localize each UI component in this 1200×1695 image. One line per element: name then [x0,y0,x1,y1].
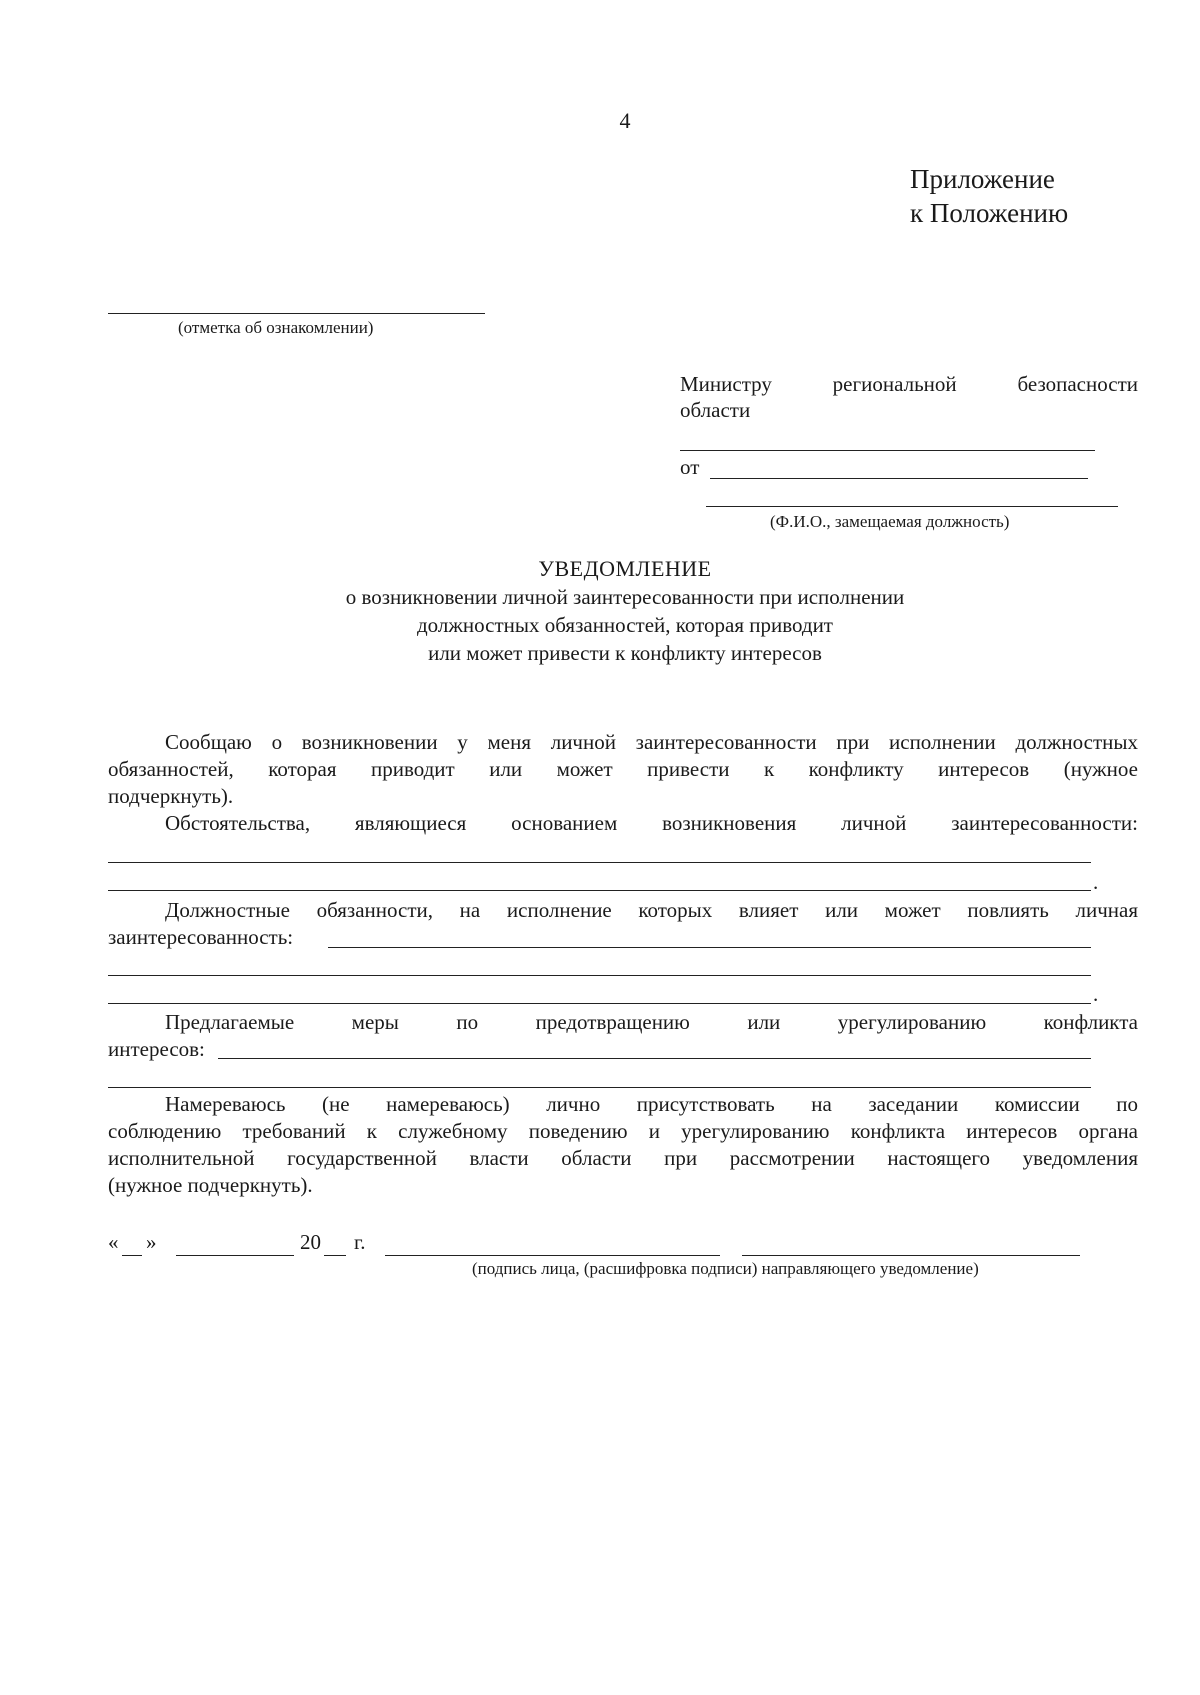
signature-line [385,1255,720,1256]
acknowledgement-caption: (отметка об ознакомлении) [178,318,374,337]
paragraph-5-line-1: Намереваюсь (не намереваюсь) лично присутствовать на заседании комиссии по [165,1092,1138,1116]
addressee-from-line [710,478,1088,479]
addressee-caption: (Ф.И.О., замещаемая должность) [770,512,1010,531]
paragraph-2-line-1: Обстоятельства, являющиеся основанием возникновения личной заинтересованности: [165,811,1138,835]
addressee-line-1: Министру региональной безопасности [680,372,1138,396]
page-number: 4 [619,108,631,133]
appendix-header [910,162,1068,230]
date-quote-open: « [108,1230,119,1254]
date-year-suffix: г. [354,1230,366,1254]
blank-line-duties-1 [328,947,1091,948]
date-quote-close: » [146,1230,157,1254]
blank-line-duties-2 [108,975,1091,976]
paragraph-3-line-2: заинтересованность: [108,925,294,949]
date-day-line [122,1255,142,1256]
paragraph-1-line-1: Сообщаю о возникновении у меня личной заинтересованности при исполнении должностных [165,730,1138,754]
addressee-blank-line-1 [680,450,1095,451]
notice-title-block [0,555,1200,667]
addressee-line-2: области [680,398,751,422]
signature-caption: (подпись лица, (расшифровка подписи) направляющего уведомление) [472,1259,979,1278]
addressee-blank-line-2 [706,506,1118,507]
blank-line-circumstances-2 [108,890,1091,891]
from-label: от [680,455,700,479]
paragraph-1-line-2: обязанностей, которая приводит или может привести к конфликту интересов (нужное [108,757,1138,781]
blank-line-duties-3 [108,1003,1091,1004]
date-month-line [176,1255,294,1256]
notice-subtitle-line-1: о возникновении личной заинтересованности при исполнении [345,585,905,609]
period-mark-2: . [1093,982,1099,1006]
blank-line-measures-2 [108,1087,1091,1088]
notice-subtitle-line-2: должностных обязанностей, которая приводит [417,613,833,637]
period-mark-1: . [1093,870,1099,894]
blank-line-measures-1 [218,1058,1091,1059]
notice-heading: УВЕДОМЛЕНИЕ [538,556,712,581]
paragraph-4-line-1: Предлагаемые меры по предотвращению или урегулированию конфликта [165,1010,1138,1034]
paragraph-5-line-2: соблюдению требований к служебному поведению и урегулированию конфликта интересов органа [108,1119,1138,1143]
paragraph-1-line-3: подчеркнуть). [108,784,234,808]
date-year-prefix: 20 [300,1230,321,1254]
appendix-line-1: Приложение [910,164,1055,194]
appendix-line-2: к Положению [910,198,1069,228]
acknowledgement-line [108,313,485,314]
notice-subtitle-line-3: или может привести к конфликту интересов [428,641,822,665]
paragraph-4-line-2: интересов: [108,1037,205,1061]
signature-decoding-line [742,1255,1080,1256]
paragraph-3-line-1: Должностные обязанности, на исполнение которых влияет или может повлиять личная [165,898,1138,922]
blank-line-circumstances-1 [108,862,1091,863]
paragraph-5-line-3: исполнительной государственной власти области при рассмотрении настоящего уведомления [108,1146,1138,1170]
paragraph-5-line-4: (нужное подчеркнуть). [108,1173,313,1197]
date-year-line [324,1255,346,1256]
